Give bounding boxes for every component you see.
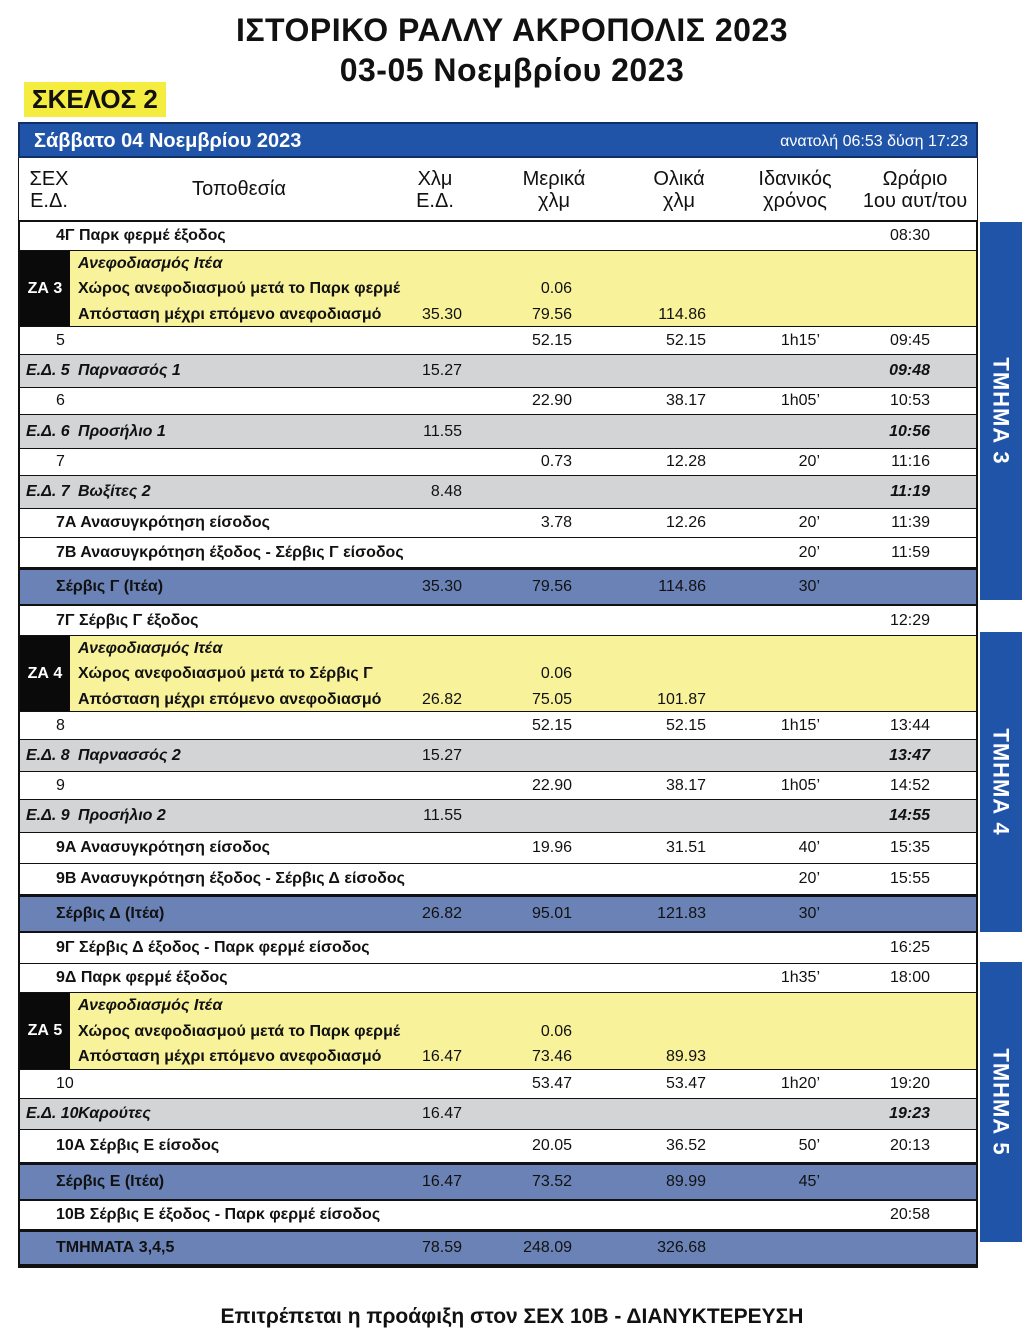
tc-ideal-time: 40’	[798, 839, 820, 856]
tc-stage-km	[380, 772, 462, 799]
table-row	[20, 636, 976, 712]
tc-location: 9Δ Παρκ φερμέ έξοδος	[56, 969, 228, 986]
tc-partial-km	[500, 355, 572, 387]
tc-partial-km: 73.52	[531, 1173, 572, 1190]
header-line: Ε.Δ.	[416, 190, 454, 212]
tc-stage-km	[380, 449, 462, 475]
table-row	[20, 476, 976, 509]
tc-total-km	[630, 355, 706, 387]
refuel-zone-label: ΖΑ 4	[20, 636, 70, 711]
tc-partial-km	[500, 415, 572, 448]
tc-code: 6	[56, 392, 65, 409]
tc-location: Σέρβις Ε (Ιτέα)	[56, 1173, 165, 1190]
tc-stage-km: 35.30	[421, 578, 462, 595]
tc-stage-km: 78.59	[421, 1239, 462, 1256]
refuel-distance: Απόσταση μέχρι επόμενο ανεφοδιασμό	[78, 1048, 382, 1066]
header-line: Ιδανικός	[758, 168, 832, 190]
tc-ideal-time: 1h20’	[780, 1075, 820, 1092]
tc-schedule-time: 13:44	[889, 716, 930, 734]
sun-times: ανατολή 06:53 δύση 17:23	[780, 133, 968, 150]
tc-ideal-time: 1h05’	[780, 392, 820, 409]
tc-code: Ε.Δ. 9	[26, 807, 70, 824]
tc-partial-km	[500, 1099, 572, 1129]
table-row	[20, 449, 976, 476]
tc-location: Βωξίτες 2	[78, 483, 151, 500]
tc-stage-km	[380, 1070, 462, 1098]
header-line: Τοποθεσία	[192, 178, 286, 200]
refuel-area: Χώρος ανεφοδιασμού μετά το Σέρβις Γ	[78, 665, 373, 683]
tc-total-km: 31.51	[665, 839, 706, 856]
table-row	[20, 1230, 976, 1266]
tc-stage-km: 26.82	[421, 905, 462, 922]
tc-total-km	[630, 933, 706, 963]
tc-location: Καρούτες	[78, 1105, 151, 1122]
refuel-area-km: 0.06	[540, 665, 572, 683]
tc-total-km	[630, 606, 706, 635]
tc-total-km: 12.28	[665, 453, 706, 470]
tc-ideal-time	[740, 800, 820, 832]
header-line: Ολικά	[653, 168, 705, 190]
section-5-tab	[980, 962, 1022, 1242]
tc-total-km: 52.15	[665, 331, 706, 349]
rally-dates: 03-05 Νοεμβρίου 2023	[339, 52, 685, 88]
tc-partial-km: 20.05	[531, 1137, 572, 1154]
table-row	[20, 251, 976, 327]
tc-location: 9Γ Σέρβις Δ έξοδος - Παρκ φερμέ είσοδος	[56, 939, 370, 956]
tc-stage-km	[380, 933, 462, 963]
section-4-tab	[980, 632, 1022, 932]
tc-schedule-time: 10:56	[889, 422, 930, 440]
tc-partial-km: 22.90	[531, 776, 572, 794]
table-row	[20, 895, 976, 933]
tc-partial-km: 79.56	[531, 578, 572, 595]
tc-ideal-time: 20’	[798, 514, 820, 531]
tc-stage-km	[380, 964, 462, 992]
refuel-area-km: 0.06	[540, 1022, 572, 1040]
tc-ideal-time	[740, 355, 820, 387]
tc-location: 10Β Σέρβις Ε έξοδος - Παρκ φερμέ είσοδος	[56, 1206, 381, 1223]
header-line: χλμ	[537, 190, 571, 212]
footer-note: Επιτρέπεται η προάφιξη στον ΣΕΧ 10Β - ΔΙΑΝΥΚΤΕΡΕΥΣΗ	[220, 1305, 804, 1328]
tc-schedule-time: 13:47	[889, 746, 930, 764]
tc-ideal-time	[740, 1201, 820, 1229]
tc-stage-km: 11.55	[423, 807, 462, 824]
header-line: χλμ	[662, 190, 696, 212]
refuel-title: Ανεφοδιασμός Ιτέα	[78, 255, 223, 272]
tc-total-km: 89.99	[665, 1173, 706, 1190]
tc-total-km	[630, 800, 706, 832]
section-3-label: ΤΜΗΜΑ 3	[989, 357, 1014, 465]
tc-partial-km	[500, 606, 572, 635]
tc-stage-km	[380, 1130, 462, 1162]
tc-total-km	[630, 740, 706, 771]
tc-schedule-time: 10:53	[889, 392, 930, 409]
table-row	[20, 993, 976, 1070]
tc-stage-km	[380, 833, 462, 863]
tc-total-km	[630, 1099, 706, 1129]
tc-location: Σέρβις Δ (Ιτέα)	[56, 905, 165, 922]
table-row	[20, 740, 976, 772]
tc-stage-km	[380, 538, 462, 567]
tc-stage-km	[380, 606, 462, 635]
refuel-zone-label: ΖΑ 3	[20, 251, 70, 326]
section-4-label: ΤΜΗΜΑ 4	[989, 728, 1014, 836]
table-row	[20, 1070, 976, 1099]
refuel-distance: Απόσταση μέχρι επόμενο ανεφοδιασμό	[78, 305, 382, 323]
column-headers	[18, 158, 978, 220]
tc-schedule-time: 11:39	[891, 514, 930, 531]
table-row	[20, 509, 976, 538]
refuel-area: Χώρος ανεφοδιασμού μετά το Παρκ φερμέ	[78, 1022, 401, 1040]
tc-schedule-time	[870, 1165, 930, 1199]
refuel-area-km: 0.06	[540, 280, 572, 298]
tc-location: 10Α Σέρβις Ε είσοδος	[56, 1137, 220, 1154]
refuel-title: Ανεφοδιασμός Ιτέα	[78, 997, 223, 1014]
tc-location: 7Γ Σέρβις Γ έξοδος	[56, 611, 199, 629]
table-row	[20, 568, 976, 606]
refuel-partial-km: 75.05	[531, 690, 572, 708]
tc-partial-km: 19.96	[531, 839, 572, 856]
tc-ideal-time	[740, 415, 820, 448]
tc-schedule-time	[870, 897, 930, 931]
tc-code: Ε.Δ. 5	[26, 362, 70, 379]
tc-location: 9Α Ανασυγκρότηση είσοδος	[56, 839, 270, 856]
tc-partial-km	[500, 222, 572, 250]
refuel-title: Ανεφοδιασμός Ιτέα	[78, 640, 223, 657]
tc-code: 8	[56, 716, 65, 734]
tc-code: Ε.Δ. 8	[26, 746, 70, 764]
tc-total-km: 114.86	[658, 578, 706, 595]
tc-location: Παρνασσός 1	[78, 362, 181, 379]
tc-schedule-time: 15:35	[889, 839, 930, 856]
refuel-distance: Απόσταση μέχρι επόμενο ανεφοδιασμό	[78, 690, 382, 708]
tc-ideal-time: 20’	[798, 870, 820, 887]
table-row	[20, 1163, 976, 1201]
tc-partial-km	[500, 800, 572, 832]
tc-total-km: 53.47	[665, 1075, 706, 1092]
tc-stage-km: 8.48	[430, 483, 462, 500]
tc-total-km: 326.68	[657, 1239, 706, 1256]
leg-badge: ΣΚΕΛΟΣ 2	[24, 82, 166, 117]
day-bar	[18, 122, 978, 158]
tc-schedule-time: 11:59	[891, 543, 930, 561]
tc-partial-km	[500, 933, 572, 963]
tc-total-km: 12.26	[665, 514, 706, 531]
tc-total-km	[630, 964, 706, 992]
table-row	[20, 1201, 976, 1230]
tc-ideal-time: 20’	[798, 453, 820, 470]
table-row	[20, 933, 976, 964]
tc-partial-km: 53.47	[531, 1075, 572, 1092]
tc-ideal-time: 1h35’	[780, 969, 820, 986]
tc-code: 5	[56, 331, 65, 349]
tc-ideal-time: 50’	[798, 1137, 820, 1154]
tc-partial-km: 52.15	[531, 331, 572, 349]
tc-location: ΤΜΗΜΑΤΑ 3,4,5	[56, 1239, 175, 1256]
tc-schedule-time: 09:48	[889, 362, 930, 379]
table-row	[20, 606, 976, 636]
table-row	[20, 800, 976, 833]
tc-stage-km	[380, 509, 462, 537]
col-code	[23, 168, 75, 212]
tc-schedule-time	[870, 1232, 930, 1264]
tc-code: 10	[56, 1075, 74, 1092]
tc-total-km: 36.52	[665, 1137, 706, 1154]
tc-partial-km: 248.09	[523, 1239, 572, 1256]
tc-schedule-time: 16:25	[889, 939, 930, 956]
refuel-area: Χώρος ανεφοδιασμού μετά το Παρκ φερμέ	[78, 280, 401, 298]
tc-partial-km: 3.78	[540, 514, 572, 531]
tc-partial-km	[500, 1201, 572, 1229]
col-ideal	[745, 168, 845, 212]
col-partial	[509, 168, 599, 212]
tc-location: Προσήλιο 1	[78, 422, 166, 440]
tc-location: Προσήλιο 2	[78, 807, 166, 824]
tc-schedule-time: 19:23	[889, 1105, 930, 1122]
col-km	[405, 168, 465, 212]
tc-schedule-time: 11:19	[890, 483, 930, 500]
tc-schedule-time: 19:20	[889, 1075, 930, 1092]
tc-stage-km: 15.27	[421, 746, 462, 764]
tc-code: 7	[56, 453, 65, 470]
tc-ideal-time	[740, 933, 820, 963]
table-row	[20, 1099, 976, 1130]
tc-total-km: 38.17	[665, 776, 706, 794]
tc-ideal-time	[740, 1232, 820, 1264]
tc-schedule-time: 20:13	[889, 1137, 930, 1154]
tc-schedule-time: 15:55	[889, 870, 930, 887]
tc-total-km: 121.83	[657, 905, 706, 922]
tc-stage-km: 16.47	[421, 1105, 462, 1122]
col-time	[855, 168, 975, 212]
tc-schedule-time: 14:52	[889, 776, 930, 794]
header-line: Ε.Δ.	[30, 190, 68, 212]
tc-code: Ε.Δ. 7	[26, 483, 70, 500]
header-line: Μερικά	[522, 168, 586, 190]
col-total	[639, 168, 719, 212]
table-row	[20, 772, 976, 800]
refuel-zone-label: ΖΑ 5	[20, 993, 70, 1069]
tc-code: Ε.Δ. 10	[26, 1105, 79, 1122]
tc-partial-km	[500, 964, 572, 992]
tc-total-km: 38.17	[665, 392, 706, 409]
tc-location: Σέρβις Γ (Ιτέα)	[56, 578, 164, 595]
tc-partial-km: 22.90	[531, 392, 572, 409]
table-row	[20, 415, 976, 449]
refuel-total-km: 101.87	[657, 690, 706, 708]
tc-schedule-time	[870, 570, 930, 604]
tc-ideal-time	[740, 1099, 820, 1129]
refuel-partial-km: 79.56	[531, 305, 572, 323]
tc-stage-km	[380, 864, 462, 894]
tc-location: 4Γ Παρκ φερμέ έξοδος	[56, 227, 226, 244]
header-line: χρόνος	[763, 190, 827, 212]
tc-partial-km	[500, 476, 572, 508]
tc-stage-km	[380, 388, 462, 414]
tc-ideal-time: 1h15’	[780, 716, 820, 734]
tc-partial-km	[500, 864, 572, 894]
refuel-total-km: 114.86	[658, 305, 706, 323]
section-5-label: ΤΜΗΜΑ 5	[989, 1048, 1014, 1156]
tc-stage-km	[380, 712, 462, 739]
tc-location: 7Α Ανασυγκρότηση είσοδος	[56, 514, 270, 531]
section-3-tab	[980, 222, 1022, 600]
tc-total-km: 52.15	[665, 716, 706, 734]
day-label: Σάββατο 04 Νοεμβρίου 2023	[34, 130, 302, 152]
table-row	[20, 833, 976, 864]
tc-schedule-time: 09:45	[889, 331, 930, 349]
table-row	[20, 1130, 976, 1163]
tc-stage-km	[380, 222, 462, 250]
tc-ideal-time: 20’	[798, 543, 820, 561]
table-row	[20, 712, 976, 740]
table-row	[20, 327, 976, 355]
tc-code: Ε.Δ. 6	[26, 422, 70, 440]
tc-stage-km	[380, 1201, 462, 1229]
tc-ideal-time: 1h15’	[780, 331, 820, 349]
tc-partial-km: 0.73	[540, 453, 572, 470]
table-row	[20, 388, 976, 415]
tc-stage-km: 16.47	[421, 1173, 462, 1190]
tc-ideal-time	[740, 740, 820, 771]
header-line: Χλμ	[417, 168, 453, 190]
table-row	[20, 538, 976, 568]
tc-schedule-time: 12:29	[889, 611, 930, 629]
tc-schedule-time: 14:55	[889, 807, 930, 824]
tc-ideal-time: 30’	[798, 905, 820, 922]
refuel-stage-km: 26.82	[421, 690, 462, 708]
tc-stage-km: 15.27	[421, 362, 462, 379]
tc-ideal-time: 45’	[798, 1173, 820, 1190]
header-line: 1ου αυτ/του	[862, 190, 968, 212]
schedule-table	[18, 220, 978, 1268]
tc-partial-km: 52.15	[531, 716, 572, 734]
tc-schedule-time: 20:58	[889, 1206, 930, 1223]
refuel-total-km: 89.93	[665, 1048, 706, 1066]
table-row	[20, 964, 976, 993]
refuel-partial-km: 73.46	[531, 1048, 572, 1066]
tc-schedule-time: 11:16	[891, 453, 930, 470]
tc-ideal-time: 30’	[798, 578, 820, 595]
table-row	[20, 864, 976, 895]
tc-ideal-time	[740, 222, 820, 250]
tc-location: Παρνασσός 2	[78, 746, 181, 764]
tc-stage-km: 11.55	[423, 422, 462, 440]
tc-code: 9	[56, 776, 65, 794]
header-line: ΣΕΧ	[29, 168, 69, 190]
tc-ideal-time	[740, 476, 820, 508]
tc-schedule-time: 18:00	[889, 969, 930, 986]
table-row	[20, 355, 976, 388]
tc-partial-km: 95.01	[531, 905, 572, 922]
tc-total-km	[630, 1201, 706, 1229]
col-location	[159, 178, 319, 200]
tc-total-km	[630, 864, 706, 894]
tc-partial-km	[500, 740, 572, 771]
refuel-stage-km: 35.30	[421, 305, 462, 323]
tc-location: 7Β Ανασυγκρότηση έξοδος - Σέρβις Γ είσοδος	[56, 543, 404, 561]
tc-partial-km	[500, 538, 572, 567]
rally-title: ΙΣΤΟΡΙΚΟ ΡΑΛΛΥ ΑΚΡΟΠΟΛΙΣ 2023	[235, 12, 789, 48]
tc-schedule-time: 08:30	[889, 227, 930, 244]
refuel-stage-km: 16.47	[421, 1048, 462, 1066]
tc-location: 9Β Ανασυγκρότηση έξοδος - Σέρβις Δ είσοδος	[56, 870, 405, 887]
table-row	[20, 222, 976, 251]
tc-total-km	[630, 222, 706, 250]
tc-ideal-time: 1h05’	[780, 776, 820, 794]
tc-total-km	[630, 476, 706, 508]
tc-total-km	[630, 538, 706, 567]
header-line: Ωράριο	[882, 168, 948, 190]
tc-stage-km	[380, 327, 462, 354]
tc-total-km	[630, 415, 706, 448]
tc-ideal-time	[740, 606, 820, 635]
